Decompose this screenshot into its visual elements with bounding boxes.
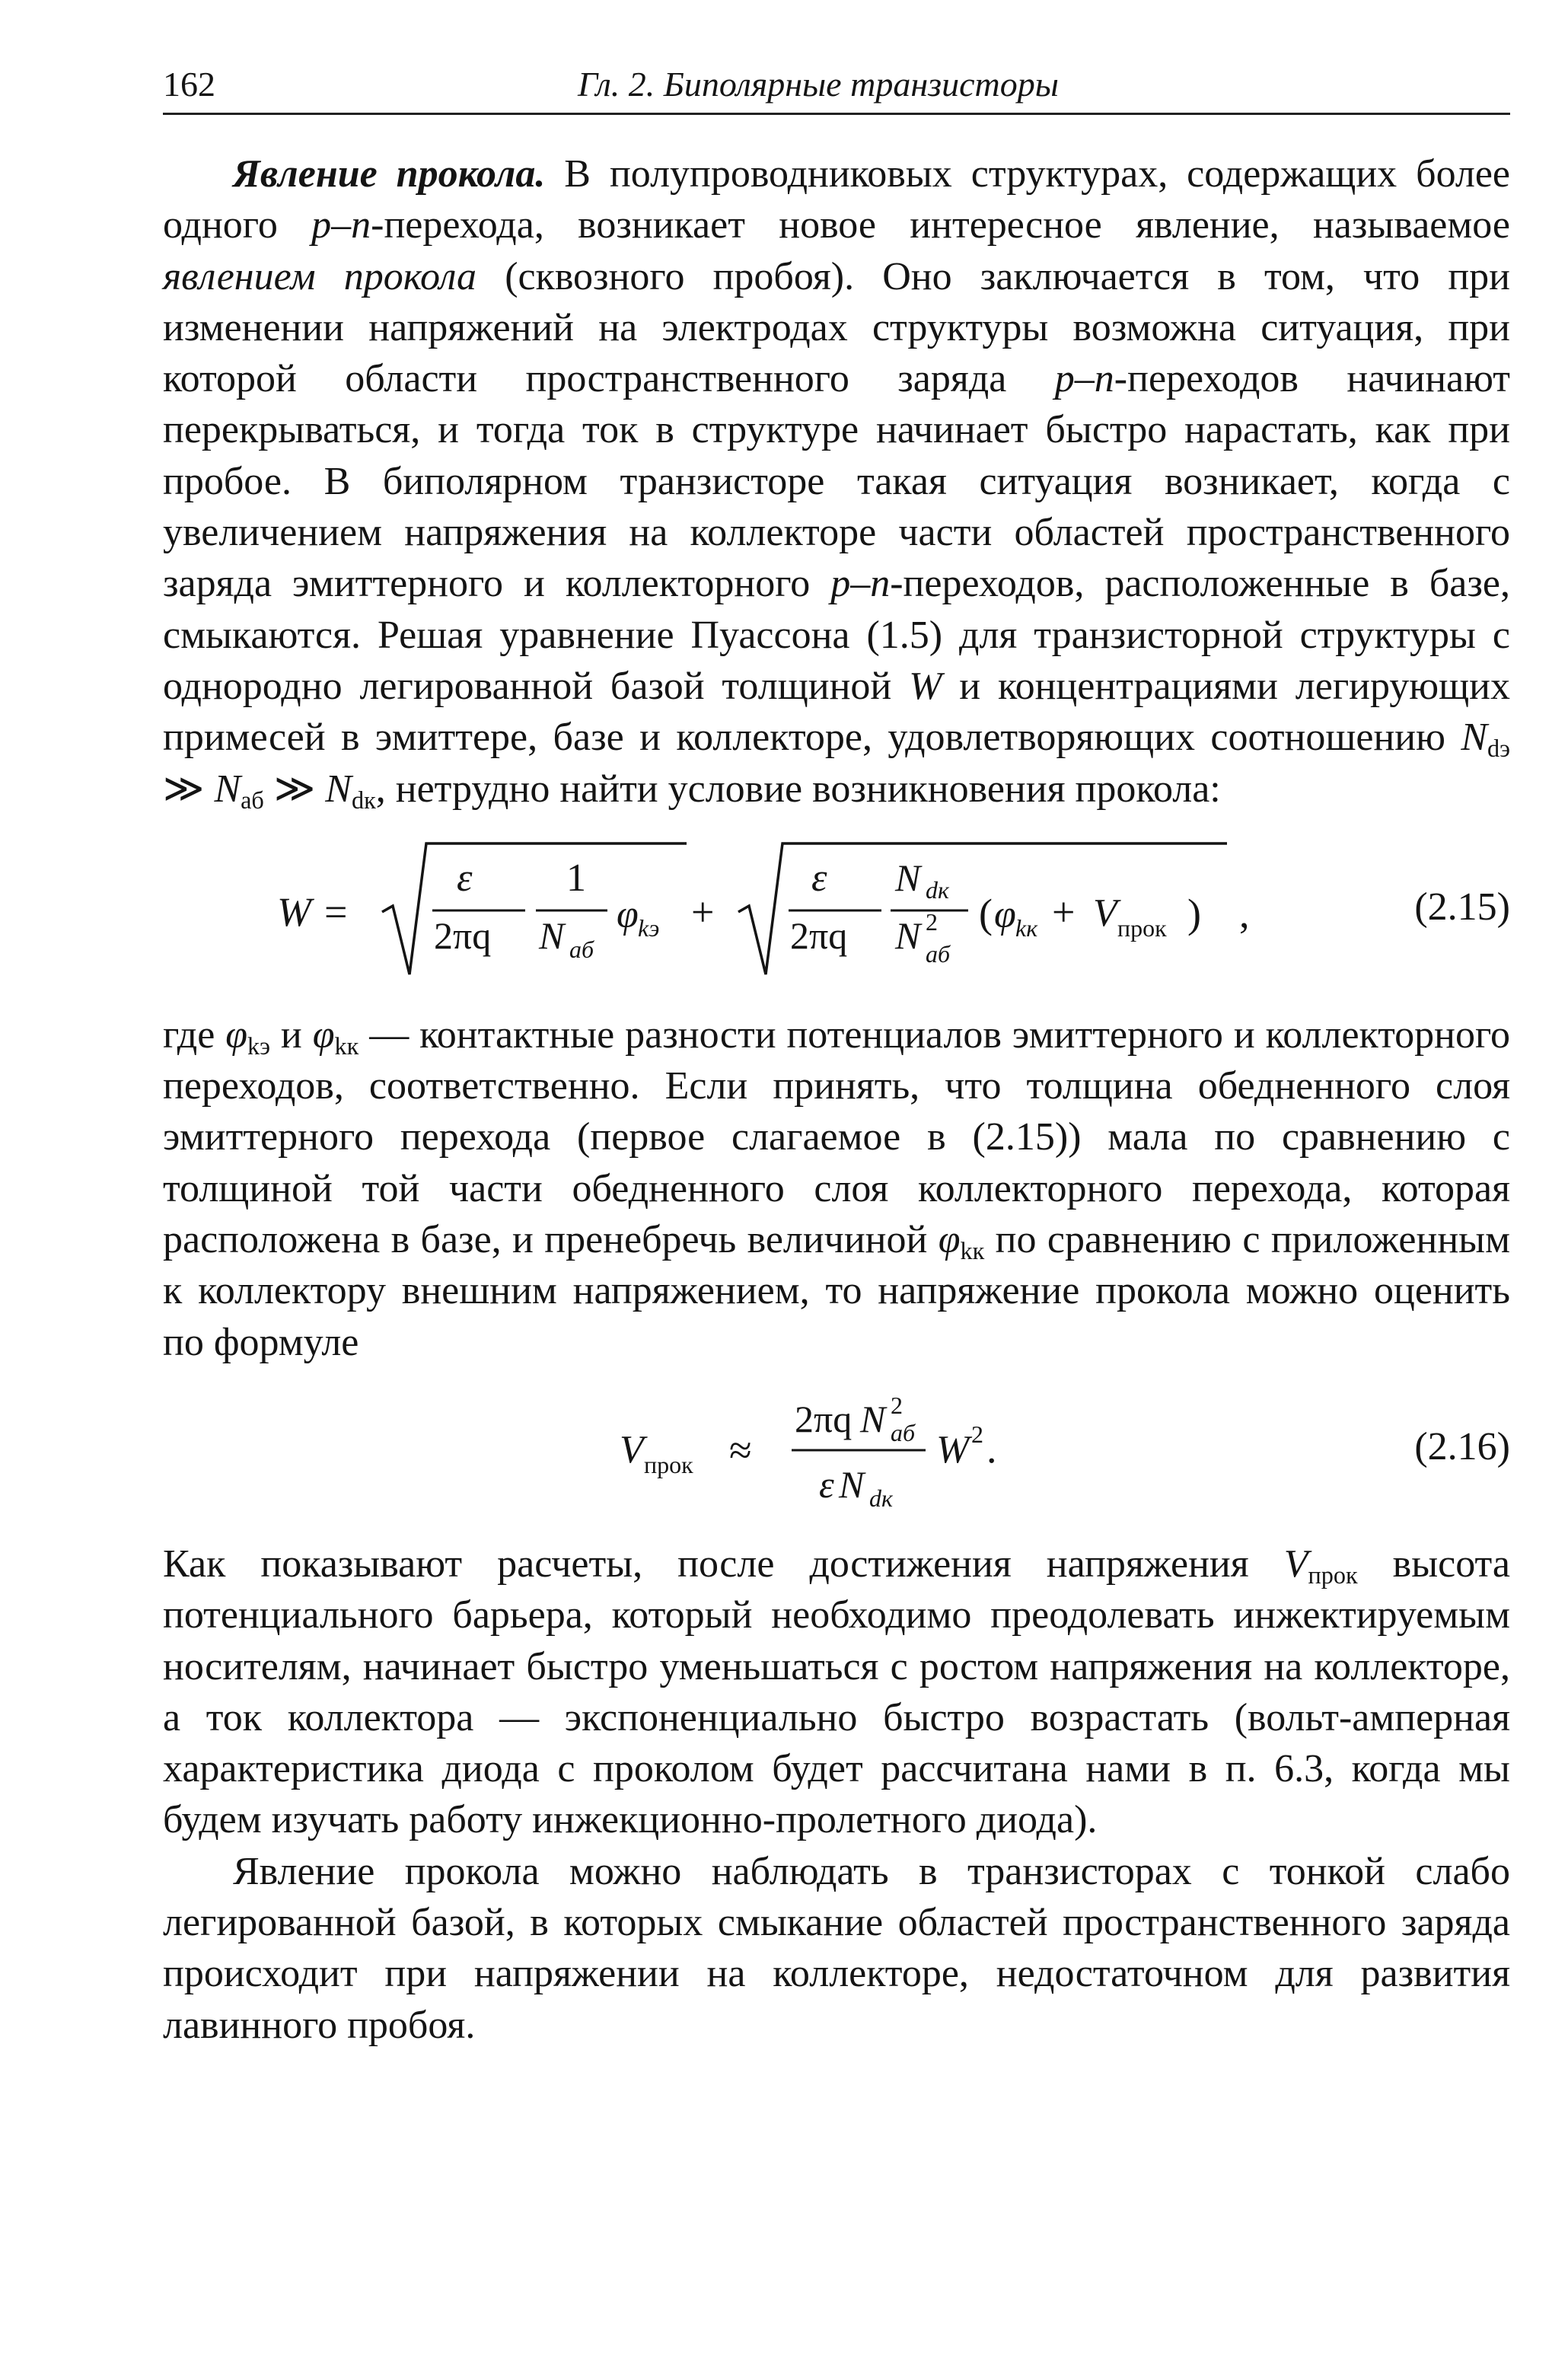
equation-number: (2.16) — [1414, 1424, 1510, 1468]
eq-epsilon: ε — [457, 856, 473, 900]
text: по сравнению с приложенным к коллектору внешним напряжением, то напряжение прокола можно оценить по формуле — [163, 1218, 1510, 1364]
eq-2piq: 2πq — [795, 1397, 853, 1440]
eq-subscript: kк — [1015, 913, 1038, 942]
var-n: N — [214, 767, 241, 811]
subscript: dк — [351, 786, 376, 814]
equation-2-16-formula — [163, 1383, 1152, 1519]
var-w: W — [909, 664, 942, 708]
paragraph-punch-through-intro — [163, 148, 1510, 815]
text: , нетрудно найти условие возникновения прокола: — [375, 767, 1221, 811]
eq-paren: ) — [1187, 890, 1201, 936]
subscript: aб — [241, 786, 264, 814]
sqrt-radical-1 — [382, 843, 687, 974]
var-n: N — [1461, 716, 1488, 760]
eq-subscript: aб — [926, 939, 951, 968]
subscript: kэ — [247, 1031, 270, 1060]
var-phi: φ — [938, 1218, 961, 1262]
subscript: dэ — [1487, 735, 1510, 763]
text: В полупроводниковых структурах, содержащих более одного — [163, 152, 1510, 247]
var-v: V — [1283, 1542, 1308, 1586]
eq-var-n: N — [860, 1397, 886, 1440]
eq-2piq: 2πq — [790, 913, 848, 957]
var-phi: φ — [225, 1012, 248, 1057]
pn-symbol: p–n — [830, 562, 891, 606]
text: — контактные разности потенциалов эмиттерного и коллекторного переходов, соответственно. Если принять, что толщина обедненного слоя эмиттерного перехода (первое слагаемое в (2.15)) мала по сравнению с толщиной той части обедненного слоя коллекторного перехода, которая расположена в базе, и пренебречь величиной — [163, 1012, 1511, 1262]
running-header — [163, 59, 1510, 115]
eq-var-n: N — [895, 856, 921, 899]
eq-subscript: dк — [869, 1484, 893, 1512]
eq-var-w: W — [936, 1427, 970, 1471]
gg-symbol: ≫ — [263, 767, 326, 811]
eq-2piq: 2πq — [434, 913, 492, 957]
paragraph-contact-potentials — [163, 1009, 1510, 1368]
paragraph-barrier-lowering — [163, 1538, 1510, 1846]
text: Как показывают расчеты, после достижения напряжения — [163, 1542, 1284, 1586]
text: -переходов, расположенные в базе, смыкаются. Решая уравнение Пуассона (1.5) для транзисторной структуры с однородно легированной базой толщиной — [163, 562, 1510, 708]
running-title: Гл. 2. Биполярные транзисторы — [578, 65, 1059, 104]
eq-superscript: 2 — [891, 1391, 903, 1419]
eq-subscript: aб — [891, 1418, 916, 1446]
page-body — [163, 148, 1510, 2051]
text: -переходов начинают перекрываться, и тогда ток в структуре начинает быстро нарастать, как при пробое. В биполярном транзисторе такая ситуация возникает, когда с увеличением напряжения на коллекторе части областей пространственного заряда эмиттерного и коллекторного — [163, 357, 1510, 606]
gg-symbol: ≫ — [163, 767, 215, 811]
eq-superscript: 2 — [926, 907, 938, 936]
pn-symbol: p–n — [1054, 357, 1114, 401]
subscript: прок — [1308, 1561, 1358, 1589]
eq-subscript: aб — [569, 935, 594, 963]
subscript: kк — [334, 1031, 359, 1060]
equation-2-15 — [163, 833, 1510, 993]
eq-one: 1 — [566, 856, 586, 900]
eq-plus: + — [691, 888, 715, 935]
paragraph-observation: Явление прокола можно наблюдать в транзисторах с тонкой слабо легированной базой, в которых смыкание областей пространственного заряда происходит при напряжении на коллекторе, недостаточном для развития лавинного пробоя. — [163, 1849, 1510, 2047]
eq-subscript: прок — [1117, 913, 1167, 942]
page-number: 162 — [163, 65, 215, 104]
eq-subscript: dк — [926, 875, 949, 904]
eq-var-n: N — [539, 913, 565, 957]
text: (сквозного пробоя). Оно заключается в том, что при изменении напряжений на электродах структуры возможна ситуация, при которой области пространственного заряда — [163, 254, 1511, 401]
equation-number: (2.15) — [1414, 885, 1510, 929]
eq-comma: , — [1239, 890, 1250, 936]
var-phi: φ — [312, 1012, 335, 1057]
section-heading: Явление прокола. — [233, 152, 546, 196]
eq-epsilon: ε — [819, 1462, 834, 1506]
eq-phi: φ — [994, 892, 1016, 936]
term-emphasis: явлением прокола — [163, 254, 477, 298]
var-n: N — [325, 767, 352, 811]
eq-plus: + — [1052, 888, 1076, 935]
eq-period: . — [986, 1425, 997, 1471]
eq-phi: φ — [617, 892, 639, 936]
eq-superscript: 2 — [971, 1420, 983, 1448]
eq-equals: = — [324, 888, 348, 935]
eq-paren: ( — [979, 890, 993, 936]
eq-approx: ≈ — [729, 1427, 752, 1473]
text: -перехода, возникает новое интересное явление, называемое — [371, 203, 1511, 247]
eq-subscript: прок — [644, 1450, 693, 1478]
text: где — [163, 1012, 226, 1057]
text: высота потенциального барьера, который необходимо преодолевать инжектируемым носителям, начинает быстро уменьшаться с ростом напряжения на коллекторе, а ток коллектора — экспоненциально быстро возрастать (вольт-амперная характеристика диода с проколом будет рассчитана нами в п. 6.3, когда мы будем изучать работу инжекционно-пролетного диода). — [163, 1542, 1510, 1842]
equation-2-16 — [163, 1383, 1510, 1519]
eq-var-w: W — [277, 888, 311, 935]
equation-2-15-formula — [163, 833, 1305, 993]
pn-symbol: p–n — [311, 203, 371, 247]
eq-var-n: N — [895, 913, 921, 957]
eq-subscript: kэ — [638, 913, 660, 942]
eq-var-n: N — [839, 1462, 865, 1506]
eq-epsilon: ε — [811, 856, 827, 900]
text: и концентрациями легирующих примесей в эмиттере, базе и коллекторе, удовлетворяющих соотношению — [163, 664, 1511, 760]
subscript: kк — [960, 1237, 985, 1265]
eq-var-v: V — [620, 1427, 644, 1471]
eq-var-v: V — [1093, 891, 1117, 935]
text: и — [269, 1012, 313, 1057]
